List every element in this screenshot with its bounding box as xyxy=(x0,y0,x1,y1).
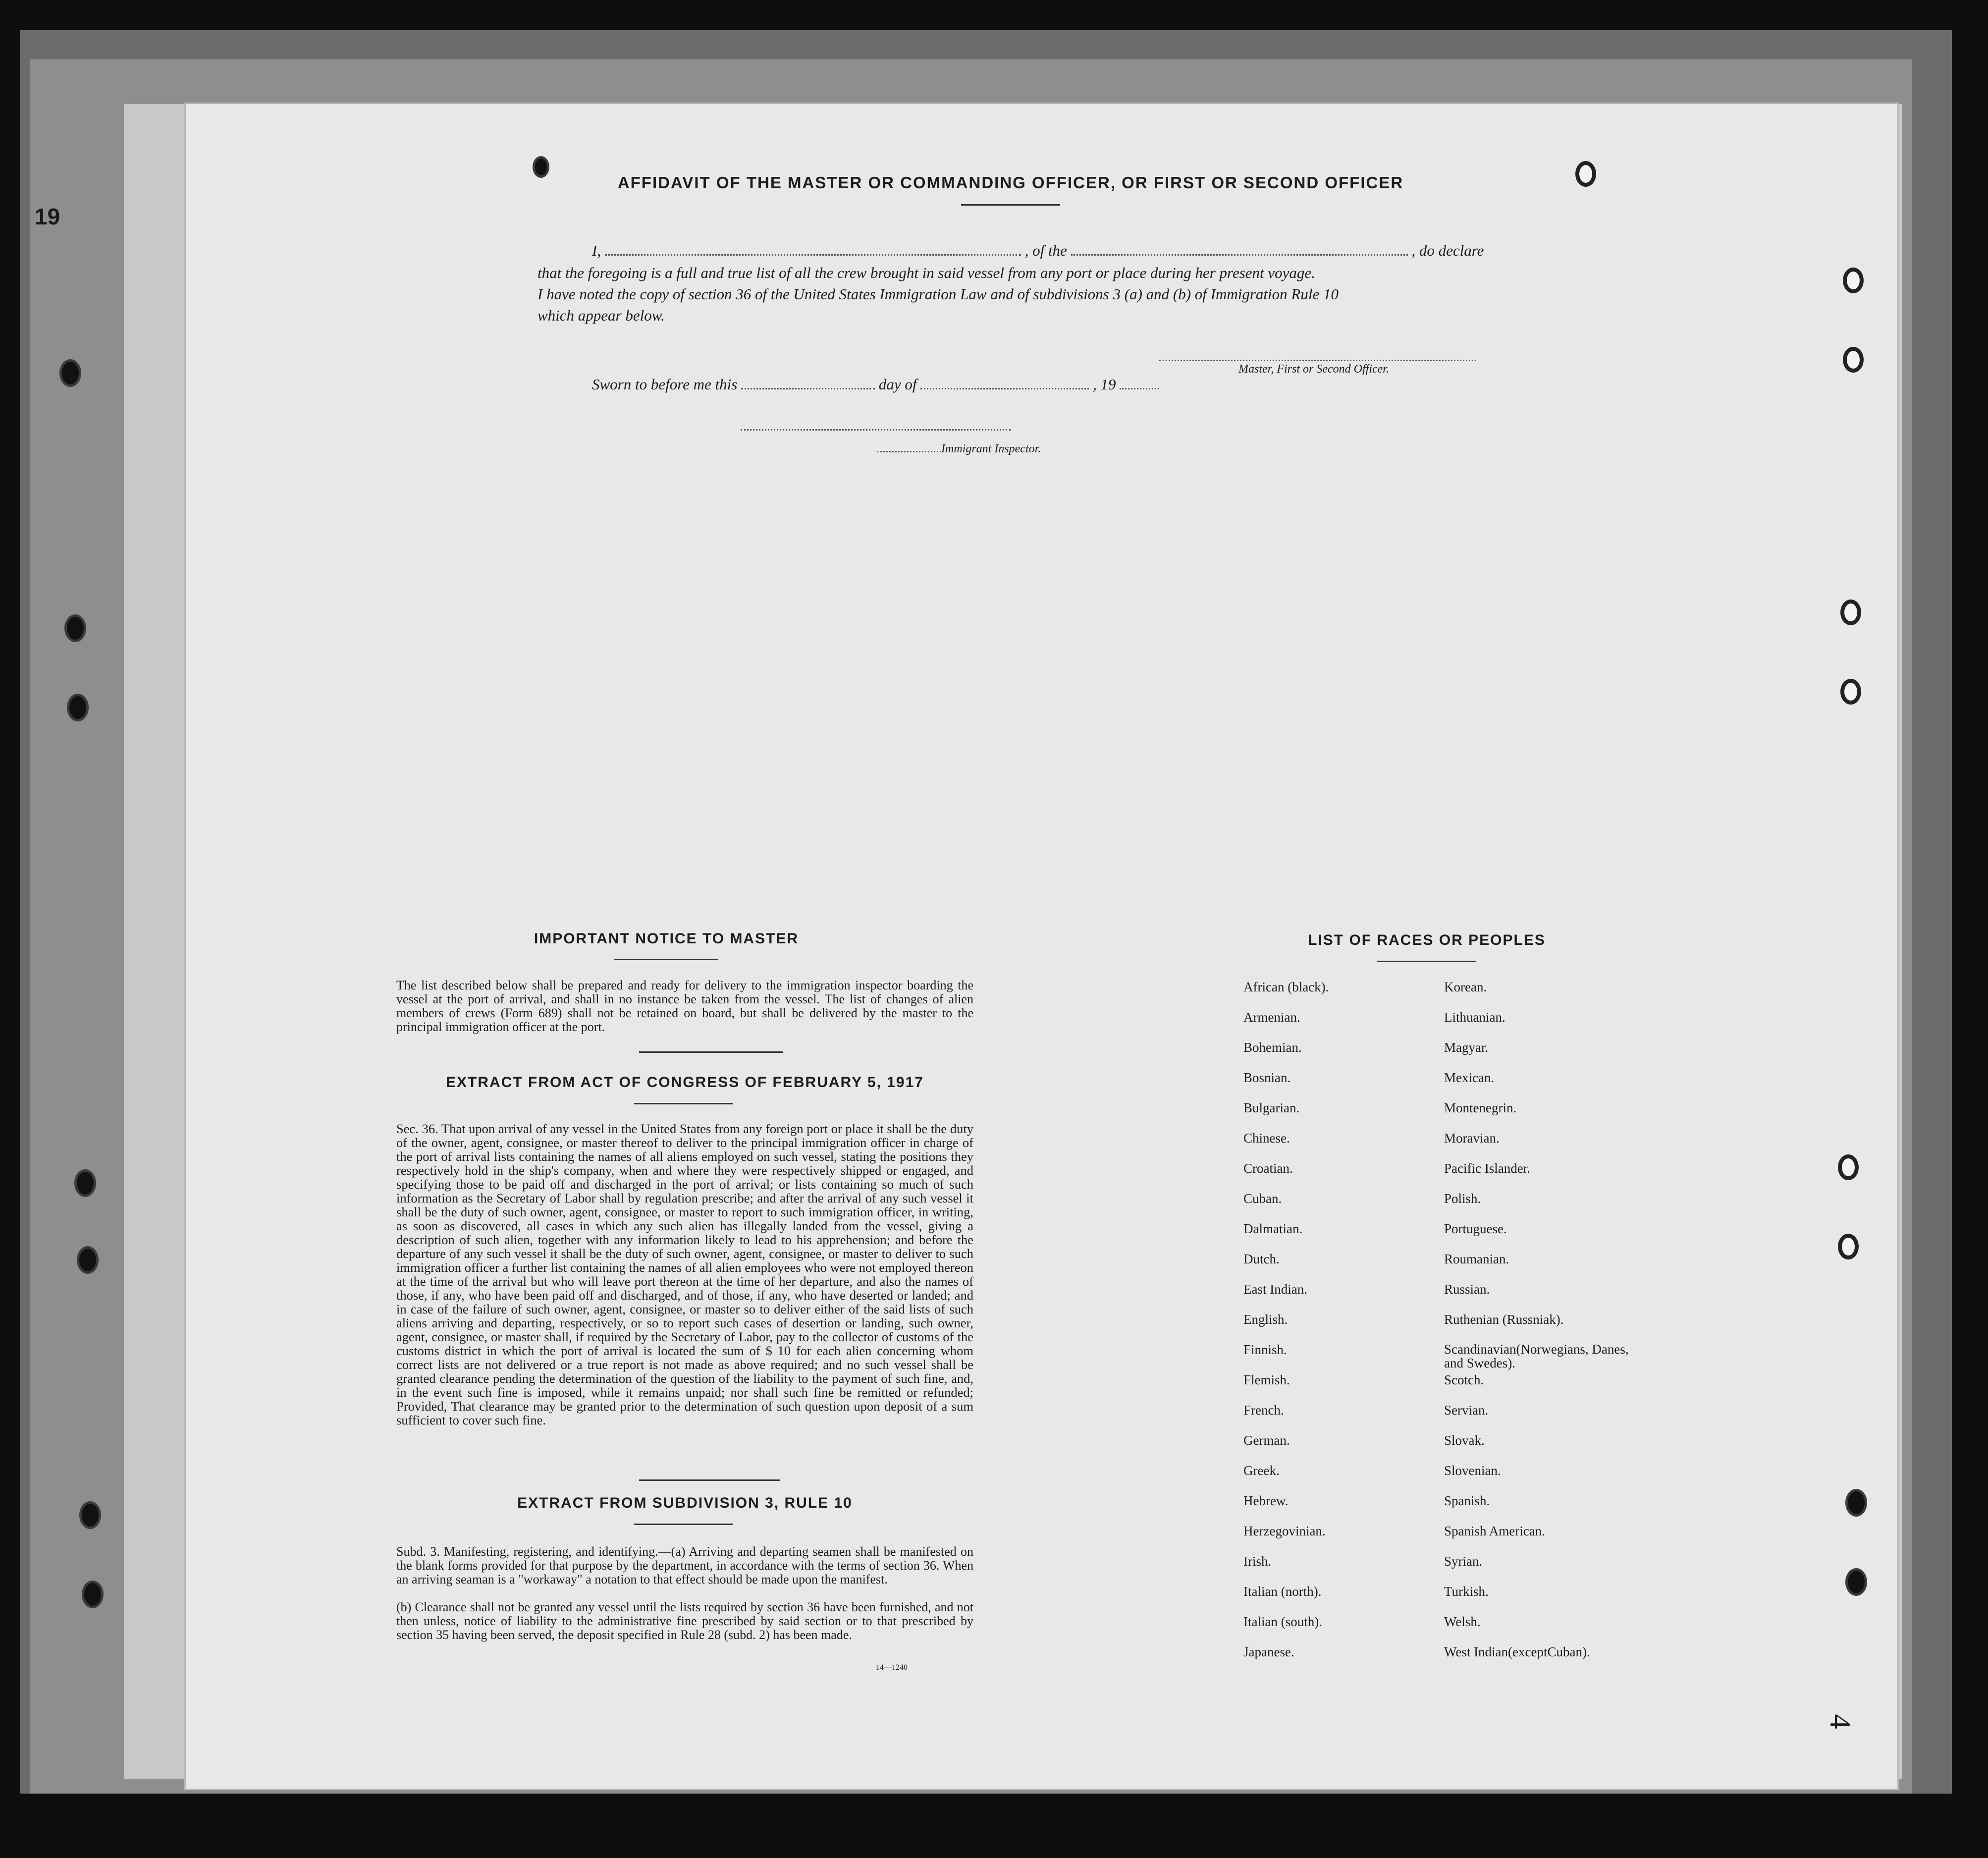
race-item: Bohemian. xyxy=(1243,1040,1302,1055)
title-divider xyxy=(961,204,1060,206)
race-item: Croatian. xyxy=(1243,1161,1293,1176)
rule-extract-title: EXTRACT FROM SUBDIVISION 3, RULE 10 xyxy=(517,1495,853,1511)
act-extract-title: EXTRACT FROM ACT OF CONGRESS OF FEBRUARY 5, 1917 xyxy=(446,1074,924,1091)
race-item: Montenegrin. xyxy=(1444,1100,1517,1115)
binder-hole-icon xyxy=(1575,161,1596,187)
signature-line xyxy=(1159,360,1476,361)
binder-hole-icon xyxy=(1843,347,1864,373)
edge-page-number: 19 xyxy=(35,204,60,229)
race-item: Moravian. xyxy=(1444,1131,1500,1146)
race-item: English. xyxy=(1243,1312,1288,1327)
binder-hole-icon xyxy=(79,1501,101,1529)
affidavit-line-3: I have noted the copy of section 36 of the United States Immigration Law and of subdivisions 3 (a) and (b) of Immigration Rule 10 xyxy=(537,285,1339,303)
race-item: Mexican. xyxy=(1444,1070,1495,1085)
race-item: Finnish. xyxy=(1243,1342,1287,1357)
inspector-label: Immigrant Inspector. xyxy=(877,442,1041,456)
race-item: Polish. xyxy=(1444,1191,1481,1206)
binder-hole-icon xyxy=(67,694,89,721)
binder-hole-icon xyxy=(77,1246,99,1274)
race-item: Dalmatian. xyxy=(1243,1221,1303,1236)
races-title: LIST OF RACES OR PEOPLES xyxy=(1308,932,1546,948)
affidavit-line-4: which appear below. xyxy=(537,307,665,324)
race-item: Roumanian. xyxy=(1444,1252,1509,1266)
rule-extract-text-a: Subd. 3. Manifesting, registering, and identifying.—(a) Arriving and departing seamen shall be manifested on the blank forms provided for that purpose by the department, in accordance with the terms of section 36. When an arriving seaman is a "workaway" a notation to that effect should be made upon the manifest. xyxy=(396,1544,973,1586)
race-item: Herzegovinian. xyxy=(1243,1524,1326,1538)
form-number: 14—1240 xyxy=(876,1663,908,1672)
race-item: French. xyxy=(1243,1403,1284,1418)
affidavit-title: AFFIDAVIT OF THE MASTER OR COMMANDING OFFICER, OR FIRST OR SECOND OFFICER xyxy=(617,173,1404,192)
binder-hole-icon xyxy=(1843,268,1864,293)
race-item: Italian (south). xyxy=(1243,1614,1322,1629)
race-item: German. xyxy=(1243,1433,1290,1448)
act-extract-text: Sec. 36. That upon arrival of any vessel in the United States from any foreign port or place it shall be the duty of the owner, agent, consignee, or master thereof to deliver to the principal immigration officer in charge of the port of arrival lists containing the names of all aliens employed on such vessel, stating the positions they respectively hold in the ship's company, when and where they were respectively shipped or engaged, and specifying those to be paid off and discharged in the port of arrival; or lists containing so much of such information as the Secretary of Labor shall by regulation prescribe; and after the arrival of any such vessel it shall be the duty of such owner, agent, consignee, or master to report to such immigration officer, in writing, as soon as discovered, all cases in which any such alien has illegally landed from the vessel, giving a description of such alien, together with any information likely to lead to his apprehension; and before the departure of any such vessel it shall be the duty of such owner, agent, consignee, or master to deliver to such immigration officer a further list containing the names of all alien employees who were not employed thereon at the time of the arrival but who will leave port thereon at the time of her departure, and also the names of those, if any, who have been paid off and discharged, and of those, if any, who have deserted or landed; and in case of the failure of such owner, agent, consignee, or master so to deliver either of the said lists of such aliens arriving and departing, respectively, or so to report such cases of desertion or landing, such owner, agent, consignee, or master shall, if required by the Secretary of Labor, pay to the collector of customs of the customs district in which the port of arrival is located the sum of $ 10 for each alien concerning whom correct lists are not delivered or a true report is not made as above required; and no such vessel shall be granted clearance pending the determination of the question of the liability to the payment of such fine, and, in the event such fine is imposed, while it remains unpaid; nor shall such fine be remitted or refunded; Provided, That clearance may be granted prior to the determination of such question upon deposit of a sum sufficient to cover such fine. xyxy=(396,1121,973,1427)
race-item: African (black). xyxy=(1243,980,1329,994)
notice-bottom-divider xyxy=(639,1051,783,1053)
race-item: Magyar. xyxy=(1444,1040,1489,1055)
race-item: Russian. xyxy=(1444,1282,1490,1297)
race-item: Spanish American. xyxy=(1444,1524,1545,1538)
race-item: Greek. xyxy=(1243,1463,1280,1478)
act-extract-divider xyxy=(634,1103,733,1104)
rule-extract-text-b: (b) Clearance shall not be granted any vessel until the lists required by section 36 have been furnished, and not then unless, notice of liability to the administrative fine prescribed by said section or to that prescribed by section 35 having been served, the deposit specified in Rule 28 (subd. 2) has been made. xyxy=(396,1600,973,1642)
races-divider xyxy=(1377,961,1476,962)
race-item: Flemish. xyxy=(1243,1372,1290,1387)
binder-hole-icon xyxy=(64,614,86,642)
race-item: Bulgarian. xyxy=(1243,1100,1300,1115)
affidavit-line-2: that the foregoing is a full and true list of all the crew brought in said vessel from any port or place during her present voyage. xyxy=(537,264,1315,281)
race-item: Italian (north). xyxy=(1243,1584,1322,1599)
race-item: East Indian. xyxy=(1243,1282,1307,1297)
race-item: Spanish. xyxy=(1444,1493,1490,1508)
race-item: Slovak. xyxy=(1444,1433,1485,1448)
race-item: West Indian(exceptCuban). xyxy=(1444,1644,1590,1659)
binder-hole-icon xyxy=(1845,1489,1867,1517)
races-column-1 xyxy=(1243,980,1329,1675)
binder-hole-icon xyxy=(1840,600,1861,625)
affidavit-line-1: I, , of the , do declare xyxy=(592,242,1484,259)
act-extract-bottom-divider xyxy=(639,1479,780,1481)
binder-hole-icon xyxy=(1838,1234,1859,1259)
margin-handwritten-mark: 4 xyxy=(1824,1714,1857,1729)
race-item: Cuban. xyxy=(1243,1191,1282,1206)
race-item: Ruthenian (Russniak). xyxy=(1444,1312,1564,1327)
race-item: Korean. xyxy=(1444,980,1487,994)
race-item: Slovenian. xyxy=(1444,1463,1501,1478)
notice-text: The list described below shall be prepared and ready for delivery to the immigration inspector boarding the vessel at the port of arrival, and shall in no instance be taken from the vessel. The list of changes of alien members of crews (Form 689) shall not be retained on board, but shall be delivered by the master to the principal immigration officer at the port. xyxy=(396,978,973,1034)
race-item: Scandinavian(Norwegians, Danes, and Swedes). xyxy=(1444,1342,1629,1370)
notice-divider xyxy=(614,959,718,960)
binder-hole-icon xyxy=(59,359,81,387)
binder-hole-icon xyxy=(82,1581,104,1608)
notice-title: IMPORTANT NOTICE TO MASTER xyxy=(534,930,799,947)
race-item: Irish. xyxy=(1243,1554,1272,1569)
race-item: Bosnian. xyxy=(1243,1070,1291,1085)
race-item: Hebrew. xyxy=(1243,1493,1289,1508)
inspector-signature-line xyxy=(741,429,1011,431)
binder-hole-icon xyxy=(1840,679,1861,705)
race-item: Japanese. xyxy=(1243,1644,1294,1659)
binder-hole-icon xyxy=(1838,1154,1859,1180)
race-item: Portuguese. xyxy=(1444,1221,1507,1236)
race-item: Lithuanian. xyxy=(1444,1010,1505,1025)
race-item: Pacific Islander. xyxy=(1444,1161,1530,1176)
signature-label: Master, First or Second Officer. xyxy=(1238,363,1389,376)
race-item: Syrian. xyxy=(1444,1554,1483,1569)
sworn-line: Sworn to before me this day of , 19 xyxy=(592,376,1159,393)
race-item: Armenian. xyxy=(1243,1010,1300,1025)
race-item: Scotch. xyxy=(1444,1372,1484,1387)
binder-hole-icon xyxy=(74,1169,96,1197)
race-item: Welsh. xyxy=(1444,1614,1481,1629)
race-item: Chinese. xyxy=(1243,1131,1290,1146)
rule-extract-divider xyxy=(634,1524,733,1525)
binder-hole-icon xyxy=(1845,1568,1867,1596)
races-column-2 xyxy=(1444,980,1632,1675)
race-item: Servian. xyxy=(1444,1403,1489,1418)
race-item: Turkish. xyxy=(1444,1584,1489,1599)
race-item: Dutch. xyxy=(1243,1252,1280,1266)
